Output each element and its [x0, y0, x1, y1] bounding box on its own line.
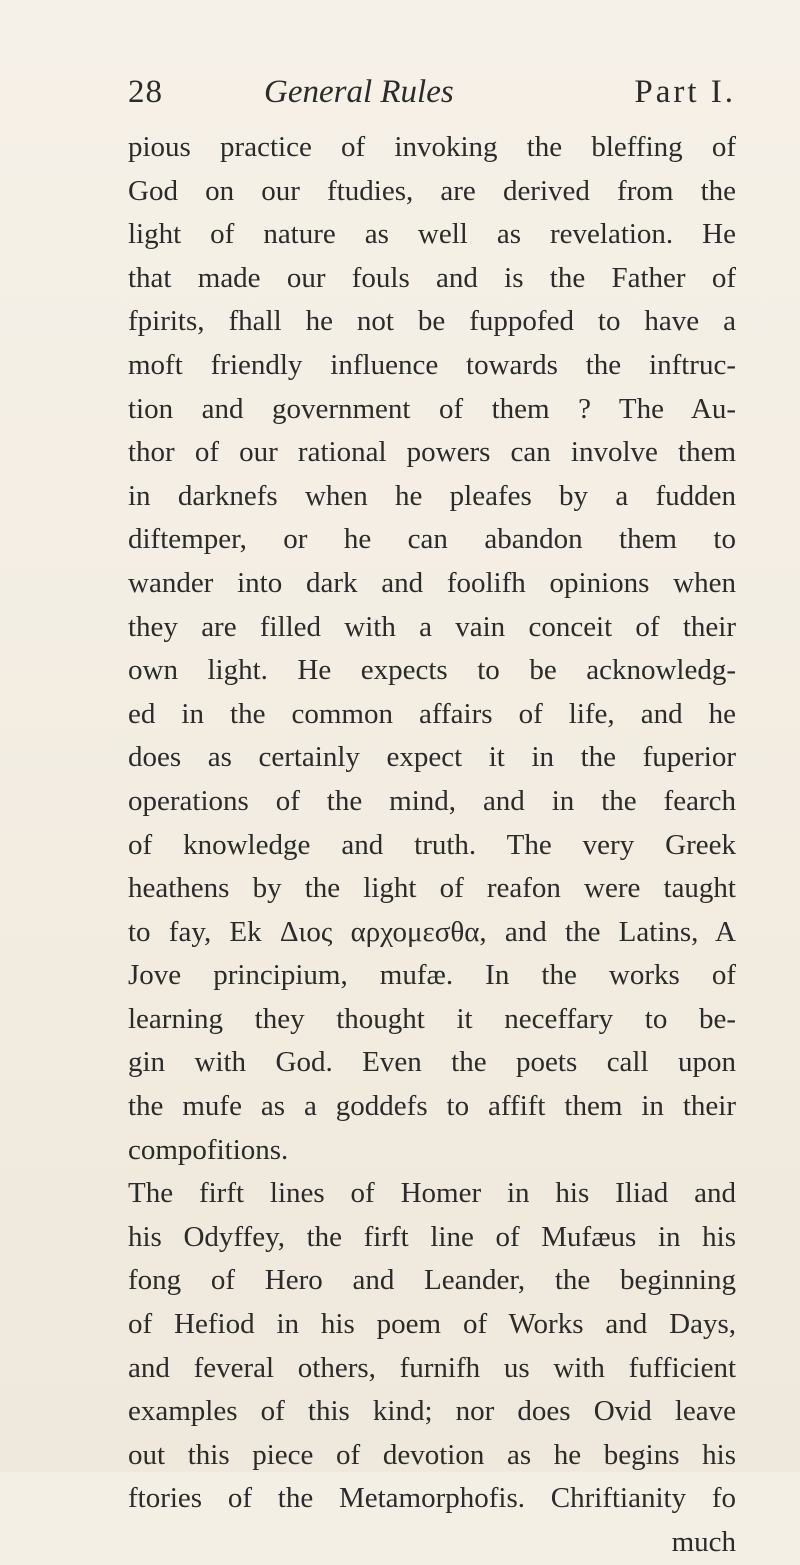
- text-line: God on our ftudies, are derived from the: [128, 174, 736, 207]
- text-line: does as certainly expect it in the fuperior: [128, 741, 736, 774]
- running-title: General Rules: [264, 74, 454, 110]
- text-line: his Odyffey, the firft line of Mufæus in his: [128, 1220, 736, 1253]
- text-line: they are filled with a vain conceit of their: [128, 610, 736, 643]
- text-line: fpirits, fhall he not be fuppofed to have a: [128, 305, 736, 338]
- text-line: pious practice of invoking the bleffing of: [128, 131, 736, 163]
- text-line: ftories of the Metamorphofis. Chriftianity fo: [128, 1482, 736, 1515]
- text-line: tion and government of them ? The Au-: [128, 392, 736, 425]
- text-line: light of nature as well as revelation. He: [128, 218, 736, 251]
- text-line: to fay, Ek Διος αρχομεσθα, and the Latins, A: [128, 915, 736, 948]
- text-line: learning they thought it neceffary to be-: [128, 1002, 736, 1035]
- page-header: [128, 64, 736, 120]
- text-line: thor of our rational powers can involve them: [128, 436, 736, 469]
- text-line: of knowledge and truth. The very Greek: [128, 828, 736, 861]
- text-line: fong of Hero and Leander, the beginning: [128, 1264, 736, 1297]
- text-line: wander into dark and foolifh opinions when: [128, 566, 736, 599]
- text-line: ed in the common affairs of life, and he: [128, 697, 736, 730]
- body-text: [128, 126, 736, 1565]
- text-line: Jove principium, mufæ. In the works of: [128, 959, 736, 992]
- part-label: Part I.: [634, 74, 736, 110]
- text-line: of Hefiod in his poem of Works and Days,: [128, 1308, 736, 1341]
- text-line: that made our fouls and is the Father of: [128, 261, 736, 294]
- text-line: moft friendly influence towards the inftruc-: [128, 348, 736, 381]
- text-line: gin with God. Even the poets call upon: [128, 1046, 736, 1079]
- text-line: in darknefs when he pleafes by a fudden: [128, 479, 736, 512]
- text-line: heathens by the light of reafon were taught: [128, 872, 736, 905]
- text-line: examples of this kind; nor does Ovid leave: [128, 1395, 736, 1428]
- text-line: The firft lines of Homer in his Iliad and: [128, 1177, 736, 1210]
- page-number: 28: [128, 74, 163, 110]
- text-line: out this piece of devotion as he begins his: [128, 1438, 736, 1471]
- text-line: the mufe as a goddefs to affift them in their: [128, 1090, 736, 1123]
- text-line: own light. He expects to be acknowledg-: [128, 654, 736, 687]
- text-line: and feveral others, furnifh us with fufficient: [128, 1351, 736, 1384]
- catchword: much: [671, 1526, 736, 1558]
- text-line: diftemper, or he can abandon them to: [128, 523, 736, 556]
- text-line: operations of the mind, and in the fearch: [128, 784, 736, 817]
- text-line: compofitions.: [128, 1133, 289, 1166]
